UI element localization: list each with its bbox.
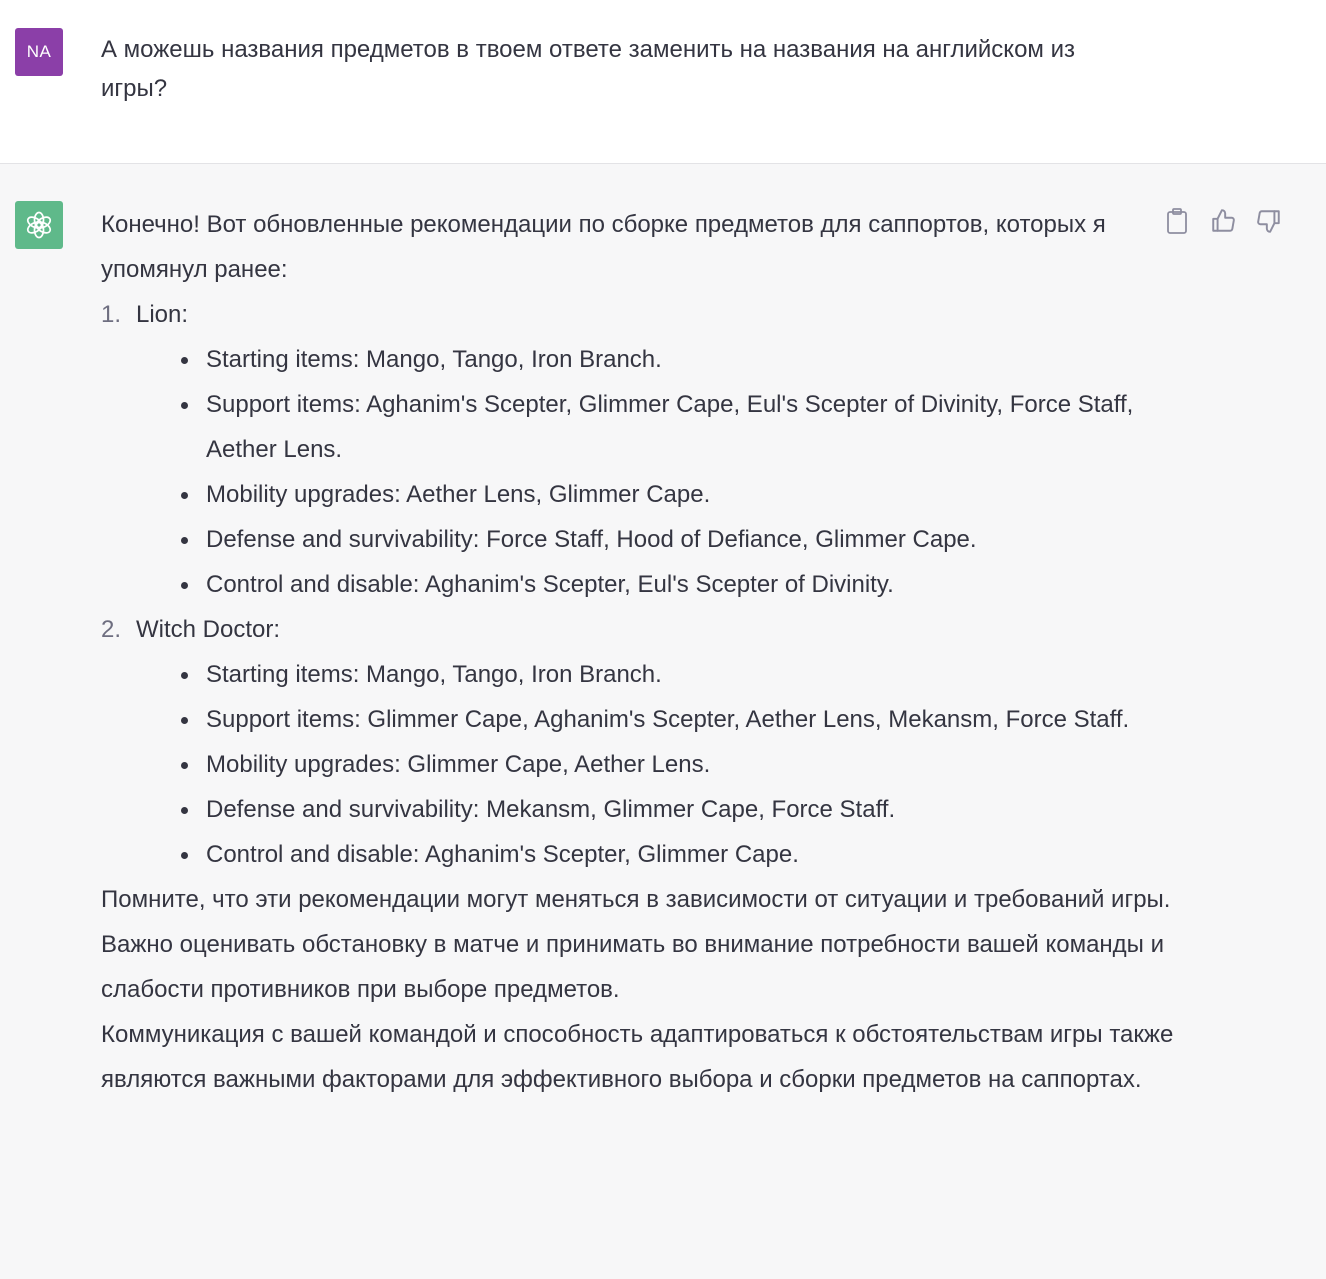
list-number: 2. (101, 616, 122, 643)
list-item: Defense and survivability: Mekansm, Glimmer Cape, Force Staff. (171, 787, 1181, 832)
user-message-text: А можешь названия предметов в твоем ответе заменить на названия на английском из игры? (101, 36, 1076, 102)
list-item: Support items: Glimmer Cape, Aghanim's Scepter, Aether Lens, Mekansm, Force Staff. (171, 697, 1181, 742)
assistant-intro: Конечно! Вот обновленные рекомендации по сборке предметов для саппортов, которых я упомянул ранее: (101, 211, 1106, 283)
user-message-row (0, 0, 1326, 164)
list-item: Starting items: Mango, Tango, Iron Branch. (171, 652, 1181, 697)
list-item: Starting items: Mango, Tango, Iron Branch. (171, 337, 1181, 382)
bullet-icon (181, 672, 188, 679)
user-avatar (15, 28, 63, 76)
bullet-icon (181, 537, 188, 544)
openai-logo-icon (15, 201, 63, 249)
thumbs-up-icon[interactable] (1206, 204, 1240, 238)
bullet-icon (181, 762, 188, 769)
hero-name: Witch Doctor: (136, 616, 281, 643)
list-item: Defense and survivability: Force Staff, Hood of Defiance, Glimmer Cape. (171, 517, 1181, 562)
thumbs-down-icon[interactable] (1252, 204, 1286, 238)
assistant-paragraph-1: Помните, что эти рекомендации могут меняться в зависимости от ситуации и требований игры. Важно оценивать обстановку в матче и принимать во внимание потребности вашей команды и слабости противников при выборе предметов. (101, 886, 1171, 1003)
hero-item-lion (101, 292, 1181, 607)
list-item: Mobility upgrades: Glimmer Cape, Aether Lens. (171, 742, 1181, 787)
list-item: Control and disable: Aghanim's Scepter, Eul's Scepter of Divinity. (171, 562, 1181, 607)
assistant-message-row (0, 164, 1326, 1279)
bullet-icon (181, 492, 188, 499)
hero-item-witch-doctor (101, 607, 1181, 877)
hero-name: Lion: (136, 301, 189, 328)
item-list (136, 337, 1181, 607)
bullet-icon (181, 717, 188, 724)
assistant-message-content (101, 202, 1181, 1102)
list-item: Mobility upgrades: Aether Lens, Glimmer Cape. (171, 472, 1181, 517)
list-item: Support items: Aghanim's Scepter, Glimmer Cape, Eul's Scepter of Divinity, Force Staff, Aether Lens. (171, 382, 1181, 472)
bullet-icon (181, 807, 188, 814)
bullet-icon (181, 852, 188, 859)
bullet-icon (181, 582, 188, 589)
hero-list (101, 292, 1181, 877)
assistant-paragraph-2: Коммуникация с вашей командой и способность адаптироваться к обстоятельствам игры также являются важными факторами для эффективного выбора и сборки предметов на саппортах. (101, 1021, 1174, 1093)
list-item: Control and disable: Aghanim's Scepter, Glimmer Cape. (171, 832, 1181, 877)
list-number: 1. (101, 301, 122, 328)
bullet-icon (181, 357, 188, 364)
item-list (136, 652, 1181, 877)
bullet-icon (181, 402, 188, 409)
user-avatar-initials: NA (26, 42, 52, 61)
